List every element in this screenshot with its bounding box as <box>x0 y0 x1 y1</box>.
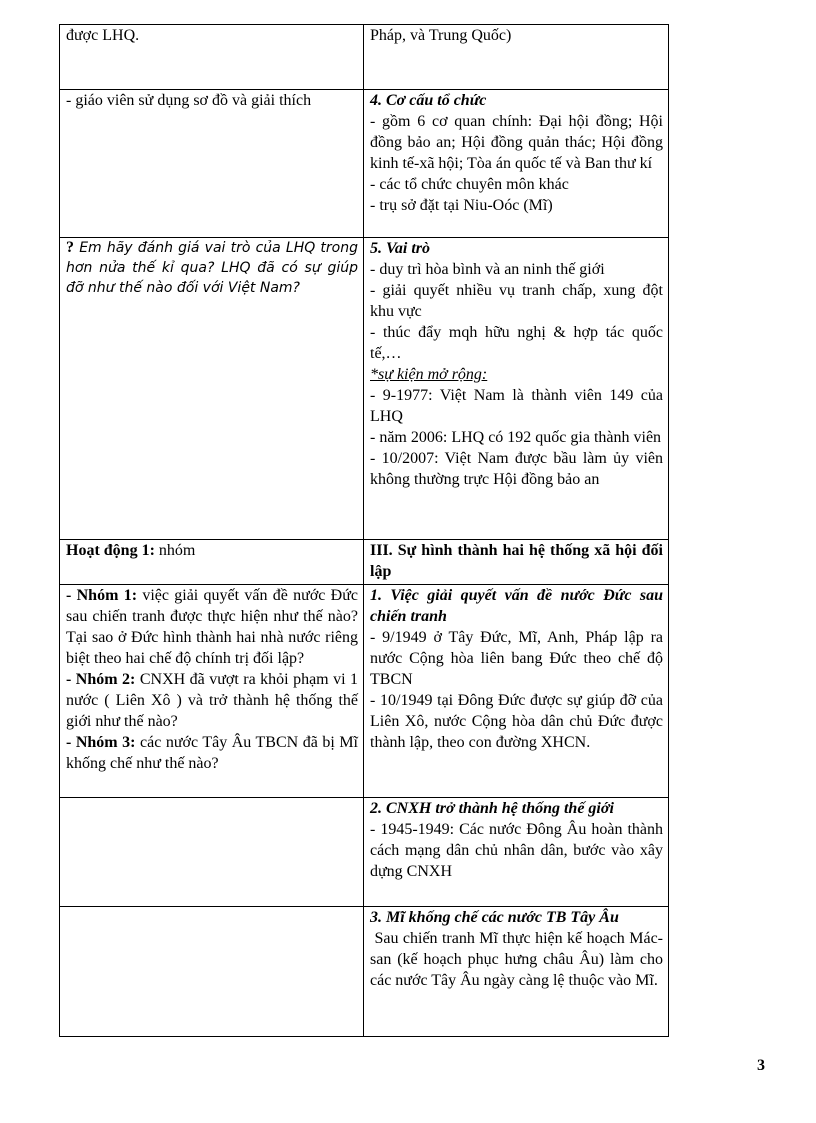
question-mark: ? <box>66 239 74 256</box>
content-line: - 9/1949 ở Tây Đức, Mĩ, Anh, Pháp lập ra nước Cộng hòa liên bang Đức theo chế độ TBCN <box>370 629 663 688</box>
content-line: Sau chiến tranh Mĩ thực hiện kế hoạch Mác-san (kế hoạch phục hưng châu Âu) làm cho các nước Tây Âu ngày càng lệ thuộc vào Mĩ. <box>370 930 667 989</box>
content-cell <box>364 238 669 540</box>
group-label: - Nhóm 1: <box>66 587 138 604</box>
lesson-table <box>59 24 669 1037</box>
cell-text: Pháp, và Trung Quốc) <box>370 27 512 44</box>
group-text: việc giải quyết vấn đề nước Đức sau chiến tranh được thực hiện như thế nào? Tại sao ở Đức hình thành hai nhà nước riêng biệt theo hai chế độ chính trị đối lập? <box>66 587 359 667</box>
section-heading: 3. Mĩ khống chế các nước TB Tây Âu <box>370 909 619 926</box>
content-line: - duy trì hòa bình và an ninh thế giới <box>370 261 605 278</box>
group-label: - Nhóm 2: <box>66 671 136 688</box>
table-row <box>60 238 669 540</box>
activity-type: nhóm <box>154 542 196 559</box>
section-heading: III. Sự hình thành hai hệ thống xã hội đối lập <box>370 542 663 580</box>
group-text: các nước Tây Âu TBCN đã bị Mĩ khống chế như thế nào? <box>66 734 359 772</box>
group-task <box>66 732 358 774</box>
cell-text: - giáo viên sử dụng sơ đồ và giải thích <box>66 92 312 109</box>
group-label: - Nhóm 3: <box>66 734 136 751</box>
content-line: - thúc đẩy mqh hữu nghị & hợp tác quốc tế,… <box>370 324 663 362</box>
table-row <box>60 798 669 907</box>
content-cell <box>364 540 669 585</box>
content-line: - năm 2006: LHQ có 192 quốc gia thành viên <box>370 429 662 446</box>
cell-text: được LHQ. <box>66 27 140 44</box>
table-row <box>60 907 669 1037</box>
content-line: - giải quyết nhiều vụ tranh chấp, xung đột khu vực <box>370 282 663 320</box>
content-line: - các tổ chức chuyên môn khác <box>370 176 569 193</box>
group-text: CNXH đã vượt ra khỏi phạm vi 1 nước ( Liên Xô ) và trở thành hệ thống thế giới như thế nào? <box>66 671 358 730</box>
activity-cell <box>60 238 364 540</box>
content-cell <box>364 585 669 798</box>
question-text <box>66 238 358 298</box>
section-heading: 5. Vai trò <box>370 240 431 257</box>
table-row <box>60 90 669 238</box>
table-row <box>60 585 669 798</box>
section-heading: 1. Việc giải quyết vấn đề nước Đức sau chiến tranh <box>370 587 663 625</box>
content-line: - trụ sở đặt tại Niu-Oóc (Mĩ) <box>370 197 553 214</box>
content-cell <box>364 798 669 907</box>
content-cell <box>364 907 669 1037</box>
content-line: - 9-1977: Việt Nam là thành viên 149 của LHQ <box>370 387 663 425</box>
activity-label: Hoạt động 1: <box>66 542 155 559</box>
activity-cell <box>60 25 364 90</box>
content-line: - gồm 6 cơ quan chính: Đại hội đồng; Hội đồng bảo an; Hội đồng quản thác; Hội đồng kinh tế-xã hội; Tòa án quốc tế và Ban thư kí <box>370 113 663 172</box>
section-heading: 2. CNXH trở thành hệ thống thế giới <box>370 800 614 817</box>
activity-cell <box>60 540 364 585</box>
content-line: - 10/2007: Việt Nam được bầu làm ủy viên không thường trực Hội đồng bảo an <box>370 450 663 488</box>
content-cell <box>364 25 669 90</box>
question-body: Em hãy đánh giá vai trò của LHQ trong hơn nửa thế kỉ qua? LHQ đã có sự giúp đỡ như thế nào đối với Việt Nam? <box>66 240 358 296</box>
activity-cell <box>60 798 364 907</box>
page-number: 3 <box>757 1057 765 1074</box>
activity-cell <box>60 90 364 238</box>
extra-events-label: *sự kiện mở rộng: <box>370 366 488 383</box>
activity-cell <box>60 907 364 1037</box>
table-row <box>60 25 669 90</box>
content-line: - 10/1949 tại Đông Đức được sự giúp đỡ của Liên Xô, nước Cộng hòa dân chủ Đức được thành lập, theo con đường XHCN. <box>370 692 663 751</box>
activity-cell <box>60 585 364 798</box>
table-row <box>60 540 669 585</box>
group-task <box>66 585 358 669</box>
section-heading: 4. Cơ cấu tổ chức <box>370 92 487 109</box>
content-line: - 1945-1949: Các nước Đông Âu hoàn thành cách mạng dân chủ nhân dân, bước vào xây dựng CNXH <box>370 821 663 880</box>
group-task <box>66 669 358 732</box>
content-cell <box>364 90 669 238</box>
